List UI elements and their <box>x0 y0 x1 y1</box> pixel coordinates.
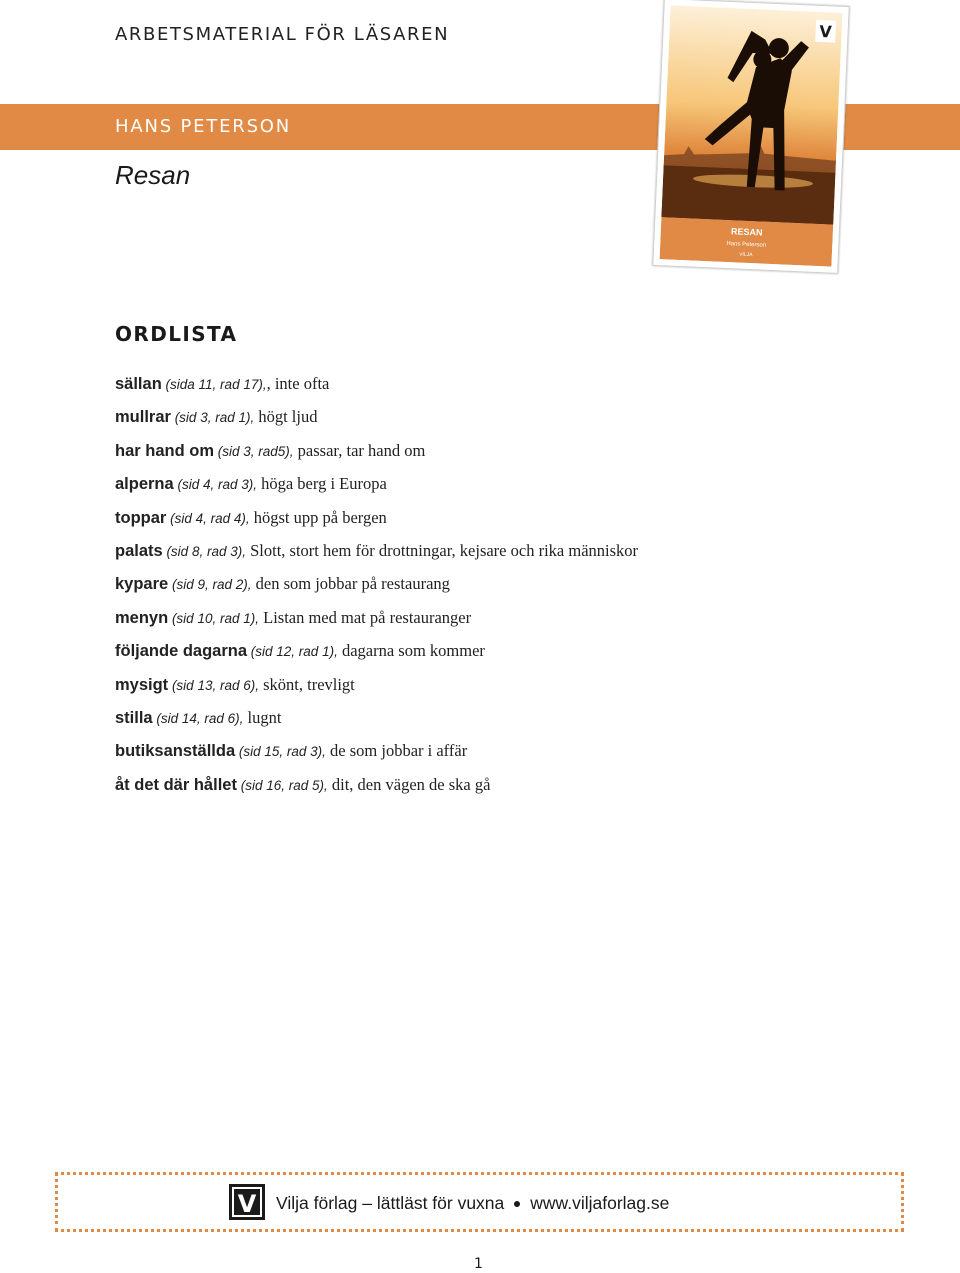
glossary-term: åt det där hållet <box>115 775 237 794</box>
glossary-reference: (sid 12, rad 1), <box>247 644 338 660</box>
glossary-term: följande dagarna <box>115 642 248 661</box>
worksheet-label: ARBETSMATERIAL FÖR LÄSAREN <box>115 24 450 45</box>
glossary-entry <box>115 506 915 539</box>
glossary-definition: lugnt <box>243 707 282 727</box>
website-link[interactable]: www.viljaforlag.se <box>530 1193 670 1213</box>
book-cover <box>652 0 850 274</box>
glossary-definition: Slott, stort hem för drottningar, kejsare och rika människor <box>245 540 639 560</box>
cover-author: Hans Peterson <box>726 241 767 249</box>
glossary-reference: (sid 4, rad 3), <box>173 477 257 493</box>
glossary-definition: höga berg i Europa <box>256 474 387 494</box>
book-title: Resan <box>115 160 191 190</box>
glossary-entry <box>115 706 915 739</box>
vilja-logo-icon <box>229 1184 265 1220</box>
glossary-entry <box>115 773 915 806</box>
glossary-definition: dit, den vägen de ska gå <box>327 774 491 794</box>
glossary-reference: (sid 13, rad 6), <box>168 677 259 693</box>
glossary-reference: (sid 3, rad5), <box>214 443 294 459</box>
glossary-term: menyn <box>115 608 169 627</box>
glossary-term: sällan <box>115 375 162 393</box>
glossary-term: mysigt <box>115 675 169 694</box>
glossary-definition: Listan med mat på restauranger <box>258 607 472 627</box>
glossary-list <box>115 372 915 806</box>
glossary-definition: den som jobbar på restaurang <box>251 574 450 594</box>
glossary-reference: (sid 14, rad 6), <box>152 710 244 726</box>
footer-text <box>276 1193 669 1214</box>
glossary-reference: (sid 3, rad 1), <box>170 410 255 426</box>
glossary-entry <box>115 372 915 405</box>
glossary-entry <box>115 673 915 706</box>
glossary-reference: (sid 15, rad 3), <box>235 744 326 760</box>
glossary-term: toppar <box>115 508 167 527</box>
glossary-entry <box>115 606 915 639</box>
glossary-reference: (sid 10, rad 1), <box>168 610 259 626</box>
glossary-term: har hand om <box>115 441 215 460</box>
glossary-entry <box>115 572 915 605</box>
glossary-entry <box>115 539 915 572</box>
glossary-entry <box>115 639 915 672</box>
glossary-definition: skönt, trevligt <box>258 674 355 694</box>
glossary-entry <box>115 405 915 438</box>
publisher-tagline: Vilja förlag – lättläst för vuxna <box>276 1193 505 1213</box>
footer-logo-letter: V <box>237 1190 257 1218</box>
cover-logo-letter: V <box>819 21 833 42</box>
glossary-reference: (sid 8, rad 3), <box>162 543 246 559</box>
book-cover-image <box>660 5 843 266</box>
glossary-term: kypare <box>115 575 169 594</box>
glossary-entry <box>115 439 915 472</box>
glossary-definition: , inte ofta <box>266 374 330 393</box>
glossary-heading: ORDLISTA <box>115 322 238 346</box>
glossary-definition: högst upp på bergen <box>249 507 387 527</box>
bullet-separator <box>514 1201 520 1207</box>
glossary-entry <box>115 739 915 772</box>
vilja-logo <box>229 1184 265 1225</box>
glossary-definition: passar, tar hand om <box>293 440 426 460</box>
glossary-term: alperna <box>115 475 174 494</box>
glossary-term: butiksanställda <box>115 742 236 761</box>
glossary-definition: de som jobbar i affär <box>325 741 468 761</box>
author-name: HANS PETERSON <box>115 116 292 137</box>
glossary-term: mullrar <box>115 408 171 427</box>
glossary-reference: (sid 9, rad 2), <box>168 577 252 593</box>
glossary-reference: (sid 16, rad 5), <box>236 777 328 793</box>
glossary-term: palats <box>115 541 163 560</box>
cover-publisher: VILJA <box>739 251 753 259</box>
glossary-definition: dagarna som kommer <box>337 641 485 661</box>
cover-title: RESAN <box>730 226 763 238</box>
glossary-reference: (sid 4, rad 4), <box>166 510 250 526</box>
glossary-term: stilla <box>115 708 153 727</box>
glossary-definition: högt ljud <box>254 407 318 427</box>
glossary-entry <box>115 472 915 505</box>
glossary-reference: (sida 11, rad 17), <box>161 377 267 392</box>
page-number: 1 <box>474 1256 483 1272</box>
